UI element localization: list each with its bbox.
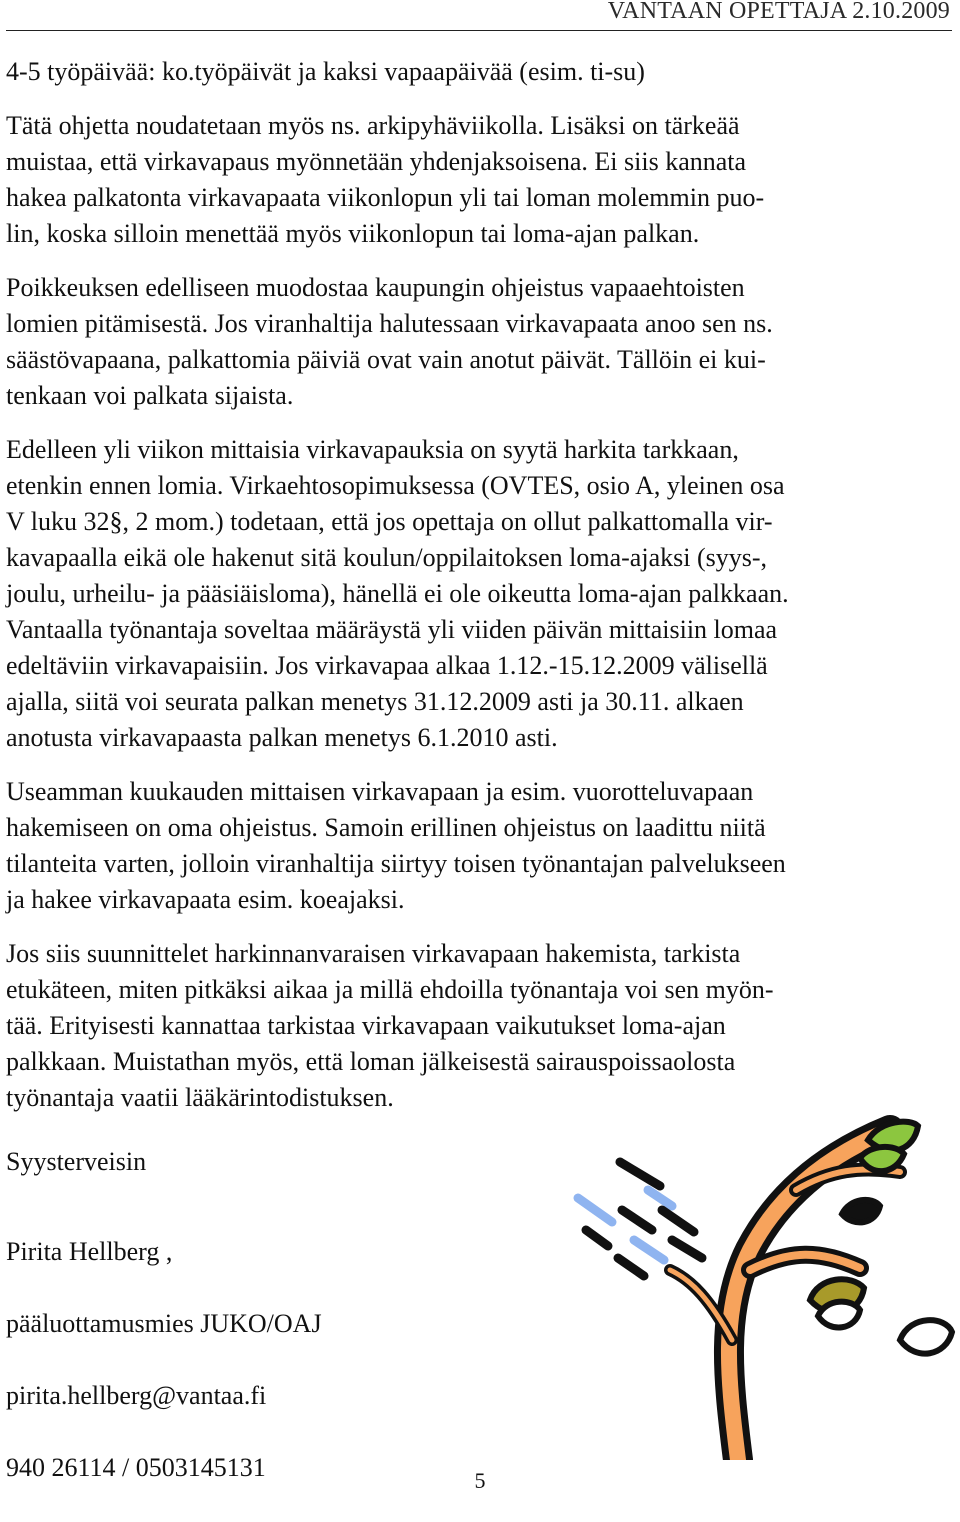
autumn-tree-clipart-icon: [560, 1100, 960, 1460]
rain-icon: [578, 1162, 702, 1276]
paragraph-1: 4-5 työpäivää: ko.työpäivät ja kaksi vapaapäivää (esim. ti-su): [6, 57, 645, 86]
header-text: VANTAAN OPETTAJA 2.10.2009: [607, 0, 950, 24]
page-number: 5: [474, 1468, 486, 1493]
signature-email: pirita.hellberg@vantaa.fi: [6, 1381, 267, 1410]
paragraph-6: Jos siis suunnittelet harkinnanvaraisen virkavapaan hakemista, tarkista etukäteen, miten pitkäksi aikaa ja millä ehdoilla työnantaja voi sen myön- tää. Erityisesti kannattaa tarkistaa virkavapaan vaikutukset loma-ajan palkkaan. Muistathan myös, että loman jälkeisestä sairauspoissaolosta työnantaja vaatii lääkärintodistuksen.: [6, 939, 774, 1112]
paragraph-3: Poikkeuksen edelliseen muodostaa kaupungin ohjeistus vapaaehtoisten lomien pitämisestä. Jos viranhaltija halutessaan virkavapaata anoo sen ns. säästövapaana, palkattomia päiviä ovat vain anotut päivät. Tällöin ei kui- tenkaan voi palkata sijaista.: [6, 273, 773, 410]
signature-title: pääluottamusmies JUKO/OAJ: [6, 1309, 322, 1338]
paragraph-2: Tätä ohjetta noudatetaan myös ns. arkipyhäviikolla. Lisäksi on tärkeää muistaa, että virkavapaus myönnetään yhdenjaksoisena. Ei siis kannata hakea palkatonta virkavapaata viikonlopun yli tai loman molemmin puo- lin, koska silloin menettää myös viikonlopun tai loma-ajan palkan.: [6, 111, 765, 248]
signature-phone: 940 26114 / 0503145131: [6, 1453, 266, 1482]
paragraph-5: Useamman kuukauden mittaisen virkavapaan ja esim. vuorotteluvapaan hakemiseen on oma ohjeistus. Samoin erillinen ohjeistus on laadittu niitä tilanteita varten, jolloin viranhaltija siirtyy toisen työnantajan palvelukseen ja hakee virkavapaata esim. koeajaksi.: [6, 777, 786, 914]
page-header: [6, 0, 952, 31]
tree-trunk-icon: [670, 1130, 900, 1460]
paragraph-4: Edelleen yli viikon mittaisia virkavapauksia on syytä harkita tarkkaan, etenkin ennen lomia. Virkaehtosopimuksessa (OVTES, osio A, yleinen osa V luku 32§, 2 mom.) todetaan, että jos opettaja on ollut palkattomalla vir- kavapaalla eikä ole hakenut sitä koulun/oppilaitoksen loma-ajaksi (syys-, joulu, urheilu- ja pääsiäisloma), hänellä ei ole oikeutta loma-ajan palkkaan. Vantaalla työnantaja soveltaa määräystä yli viiden päivän mittaisiin lomaa edeltäviin virkavapaisiin. Jos virkavapaa alkaa 1.12.-15.12.2009 välisellä ajalla, siitä voi seurata palkan menetys 31.12.2009 asti ja 30.11. alkaen anotusta virkavapaasta palkan menetys 6.1.2010 asti.: [6, 435, 789, 752]
signoff: Syysterveisin: [6, 1147, 147, 1176]
signature-name: Pirita Hellberg ,: [6, 1237, 173, 1266]
